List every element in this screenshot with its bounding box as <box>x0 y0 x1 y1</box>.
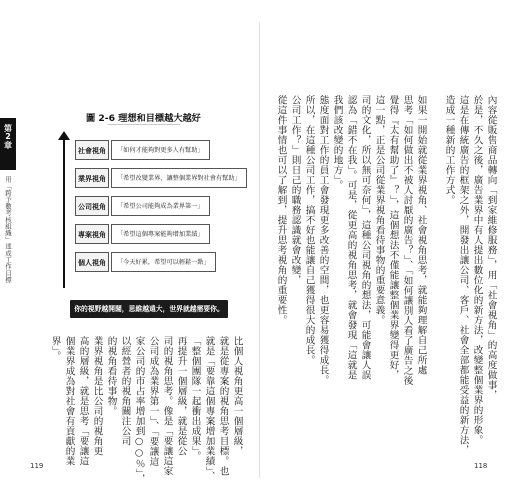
left-text-column: 界」。 <box>49 336 61 362</box>
chapter-tab-label: 第2章 <box>3 124 13 149</box>
left-text-column: 家公司的市占率增加到○○％」， <box>133 336 145 484</box>
left-text-column: 再提升一個層級，就是從公 <box>175 336 187 456</box>
left-text-column: 以經營者的視角關注公司 <box>119 336 131 446</box>
left-text-column: 高的層級，就是思考「要讓這 <box>77 336 89 466</box>
chapter-subtitle: 用「跨予數考核組織」達成工作目標 <box>4 176 12 284</box>
left-text-column: 司的視角思考。像是「要讓這家 <box>161 336 173 476</box>
figure-title-rule <box>108 124 180 125</box>
right-text-column: 從這件事情也可以了解到，提升思考視角的重要性。 <box>275 95 287 325</box>
right-text-column: 這是在傳統廣告的框架之外，開發出讓公司、客戶、社會全部都能受益的新方法， <box>457 95 469 455</box>
left-text-column: 「整個團隊一起衝出成果」。 <box>189 336 201 462</box>
right-text-column: 態度面對工作的員工會發現更多改善的空間，也更容易獲得成長。 <box>317 95 329 385</box>
level-text: 「希望改變業界，讓整個業界對社會有幫助」 <box>111 168 247 188</box>
level-label: 公司視角 <box>75 196 109 216</box>
chapter-tab <box>0 118 16 170</box>
right-text-column: 這一點，正是公司從業界視角看待事物的重要意義。 <box>373 95 385 325</box>
right-text-column: 認為「錯不在我」。可是，從更高的視角思考，就會發現「這就是 <box>345 95 357 381</box>
left-text-column: 的視角看待事物。 <box>105 336 117 416</box>
level-label: 社會視角 <box>75 140 109 160</box>
left-text-column: 比個人視角更高一個層級， <box>231 336 243 456</box>
level-label: 個人視角 <box>75 252 109 272</box>
left-text-column: 公司成為業界第一」、「要讓這 <box>147 336 159 467</box>
right-text-column: 司的文化，所以無可奈何」，這種公司視角的想法，可能會讓人誤 <box>359 95 371 381</box>
level-label: 專案視角 <box>75 224 109 244</box>
right-text-column: 如果一開始就從業界視角、社會視角思考，就能夠理解自己所處 <box>415 95 427 375</box>
figure-banner: 你的視野越開闊，思維越遠大，世界就越需要你。 <box>70 300 228 318</box>
right-text-column: 內容從販售商品轉向「到家維修服務」，用「社會視角」的高度做事， <box>485 95 497 401</box>
left-text-column: 就是「要靠這個專案增加業績」、 <box>203 336 215 482</box>
right-text-column: 造成一種新的工作方式。 <box>443 95 455 205</box>
right-text-column: 於是，不久之後，廣告業界中有人提出數位化的新方法，改變整個業界的形象。 <box>471 95 483 445</box>
right-text-column: 覺得『太有幫助了』？」，這個想法不僅能讓整個業界變得更好， <box>387 95 399 381</box>
left-text-column: 就是從專案的視角思考目標。也 <box>217 336 229 476</box>
level-text: 「希望公司能夠成為業界第一」 <box>111 196 210 216</box>
figure-title: 圖 2-6 理想和目標越大越好 <box>86 113 201 124</box>
page-number-left: 119 <box>30 462 44 470</box>
level-text: 「希望這個專案能夠增加業績」 <box>111 224 210 244</box>
left-text-column: 個業界成為對社會有貢獻的業 <box>63 336 75 466</box>
right-text-column: 我們該改變的地方」。 <box>331 95 343 191</box>
arrow-shaft <box>63 138 65 288</box>
level-text: 「今天好累，希望可以輕鬆一點」 <box>111 252 216 272</box>
right-text-column: 所以，在這種公司工作，搞不好也能讓自己獲得很大的成長。 <box>303 95 315 365</box>
level-text: 「如何才能夠對更多人有幫助」 <box>111 140 210 160</box>
right-text-column: 公司工作？」則日己的職務認識就會改變， <box>289 95 301 285</box>
page-number-right: 118 <box>474 462 488 470</box>
level-label: 業界視角 <box>75 168 109 188</box>
gutter <box>259 22 260 478</box>
right-text-column: 思考「如何做出不被人討厭的廣告？」、「如何讓別人看了廣告之後 <box>401 95 413 386</box>
left-text-column: 業界視角是比公司的視角更 <box>91 336 103 456</box>
